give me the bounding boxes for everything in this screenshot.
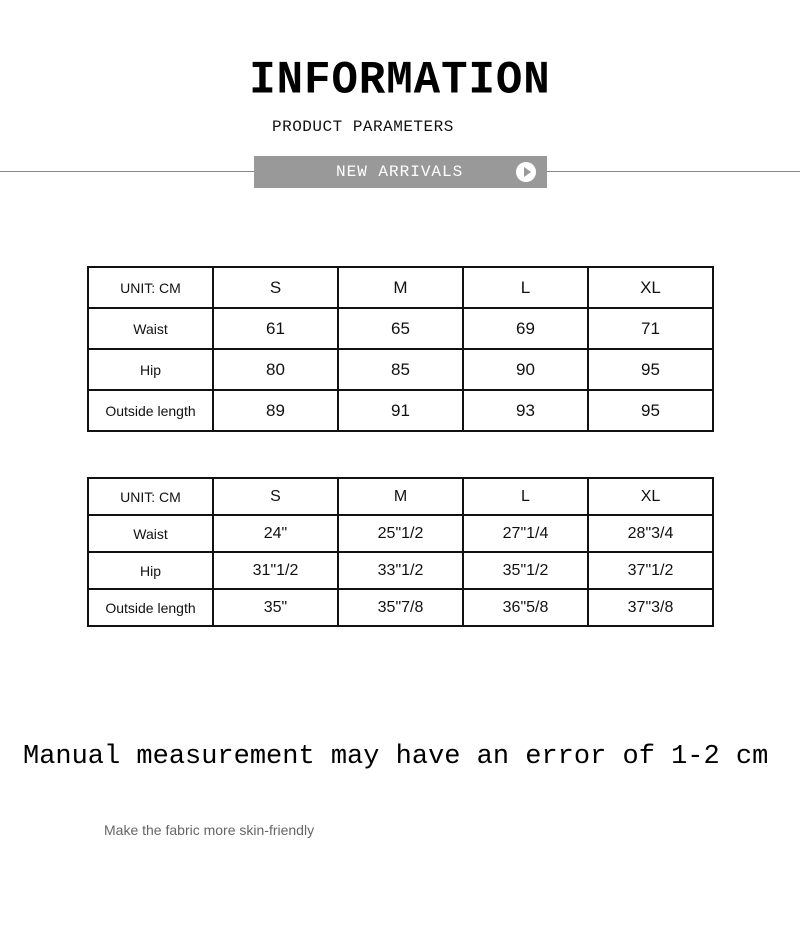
table-cell: 69 [463, 308, 588, 349]
table-cell: 31"1/2 [213, 552, 338, 589]
play-icon [516, 162, 536, 182]
table-cell: 35" [213, 589, 338, 626]
table-cell: 35"1/2 [463, 552, 588, 589]
table-cell: 89 [213, 390, 338, 431]
table-header-row [88, 267, 713, 308]
table-cell: 35"7/8 [338, 589, 463, 626]
row-label: Waist [88, 308, 213, 349]
table-cell: 36"5/8 [463, 589, 588, 626]
table-cell: 80 [213, 349, 338, 390]
table-row [88, 308, 713, 349]
row-label: Outside length [88, 390, 213, 431]
table-cell: 85 [338, 349, 463, 390]
row-label: Outside length [88, 589, 213, 626]
table-row [88, 589, 713, 626]
header-cell: S [213, 478, 338, 515]
page-title: INFORMATION [249, 54, 551, 108]
table-row [88, 349, 713, 390]
table-cell: 33"1/2 [338, 552, 463, 589]
new-arrivals-banner[interactable] [254, 156, 547, 188]
header-cell: UNIT: CM [88, 267, 213, 308]
size-table-inch [87, 477, 714, 627]
table-cell: 25"1/2 [338, 515, 463, 552]
table-cell: 61 [213, 308, 338, 349]
row-label: Waist [88, 515, 213, 552]
header-cell: L [463, 267, 588, 308]
fabric-note: Make the fabric more skin-friendly [104, 822, 315, 838]
table-cell: 90 [463, 349, 588, 390]
table-header-row [88, 478, 713, 515]
header-cell: XL [588, 267, 713, 308]
table-row [88, 515, 713, 552]
row-label: Hip [88, 552, 213, 589]
table-cell: 65 [338, 308, 463, 349]
row-label: Hip [88, 349, 213, 390]
table-cell: 28"3/4 [588, 515, 713, 552]
table-cell: 91 [338, 390, 463, 431]
table-cell: 71 [588, 308, 713, 349]
table-cell: 27"1/4 [463, 515, 588, 552]
header-cell: M [338, 267, 463, 308]
size-table-cm [87, 266, 714, 432]
table-cell: 37"1/2 [588, 552, 713, 589]
table-cell: 24" [213, 515, 338, 552]
table-cell: 95 [588, 349, 713, 390]
header-cell: L [463, 478, 588, 515]
page-subtitle: PRODUCT PARAMETERS [272, 118, 454, 136]
table-row [88, 390, 713, 431]
header-cell: S [213, 267, 338, 308]
table-cell: 95 [588, 390, 713, 431]
header-cell: UNIT: CM [88, 478, 213, 515]
banner-label: NEW ARRIVALS [336, 163, 464, 181]
table-cell: 37"3/8 [588, 589, 713, 626]
header-cell: XL [588, 478, 713, 515]
header-cell: M [338, 478, 463, 515]
table-row [88, 552, 713, 589]
table-cell: 93 [463, 390, 588, 431]
measurement-note: Manual measurement may have an error of 1-2 cm [23, 742, 769, 772]
